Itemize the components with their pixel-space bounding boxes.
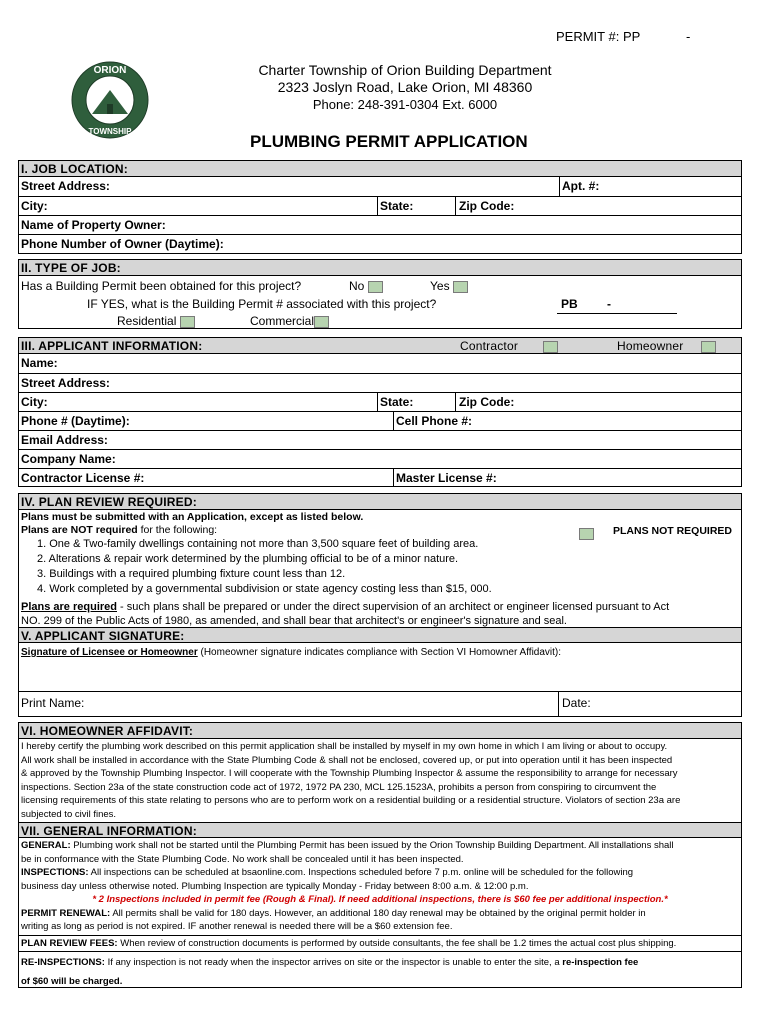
affidavit-line: licensing requirements of this state relating to persons who are to perform work on a residential building or a residential structure. Violators of section 23a are xyxy=(21,795,681,806)
page-title: PLUMBING PERMIT APPLICATION xyxy=(250,132,528,151)
reinspection-text xyxy=(19,951,741,992)
zip-label: Zip Code: xyxy=(459,199,515,213)
applicant-state-label: State: xyxy=(380,395,414,409)
section-heading-job-location: I. JOB LOCATION: xyxy=(19,161,741,177)
applicant-name-label: Name: xyxy=(21,356,58,370)
affidavit-line: subjected to civil fines. xyxy=(21,808,117,820)
general-text-line2: be in conformance with the State Plumbing Code. No work shall be concealed until it has been inspected. xyxy=(21,853,464,865)
homeowner-label: Homeowner xyxy=(617,339,684,353)
commercial-checkbox[interactable] xyxy=(314,316,329,328)
affidavit-line: I hereby certify the plumbing work described on this permit application shall be installed by myself in my own home in which I am living or about to occupy. xyxy=(21,741,668,752)
print-name-date-row[interactable] xyxy=(19,691,741,717)
property-owner-label: Name of Property Owner: xyxy=(21,218,166,232)
applicant-city-field[interactable] xyxy=(19,392,741,411)
header-line2: 2323 Joslyn Road, Lake Orion, MI 48360 xyxy=(277,79,533,95)
plans-required-rest: - such plans shall be prepared or under the direct supervision of an architect or engineer licensed pursuant to Act xyxy=(117,601,670,613)
type-of-job-section xyxy=(18,259,742,329)
plans-not-required-checkbox[interactable] xyxy=(579,528,594,540)
plans-not-required-bold: Plans are NOT required xyxy=(21,524,138,536)
header-line1: Charter Township of Orion Building Department xyxy=(258,62,552,78)
plans-submit-text: Plans must be submitted with an Application, except as listed below. xyxy=(21,511,364,523)
building-permit-question: Has a Building Permit been obtained for this project? xyxy=(21,279,302,293)
commercial-option[interactable] xyxy=(250,314,329,328)
list-item: 2. Alterations & repair work determined by the plumbing official to be of a minor nature. xyxy=(37,553,459,565)
state-label: State: xyxy=(380,199,414,213)
residential-label: Residential xyxy=(117,314,177,328)
plans-not-required-rest: for the following: xyxy=(137,524,218,536)
apt-label: Apt. #: xyxy=(562,179,600,193)
plans-required-line2: NO. 299 of the Public Acts of 1980, as amended, and shall bear that architect's or engineer's signature and seal. xyxy=(21,615,567,627)
list-item: 3. Buildings with a required plumbing fixture count less than 12. xyxy=(37,568,346,580)
reinspection-body: If any inspection is not ready when the inspector arrives on site or the inspector is unable to enter the site, a xyxy=(104,957,563,968)
pb-number-line[interactable] xyxy=(557,313,677,314)
affidavit-section xyxy=(18,722,742,988)
exemption-list xyxy=(37,537,492,597)
general-info-text xyxy=(19,838,741,935)
header-line3: Phone: 248-391-0304 Ext. 6000 xyxy=(312,97,498,112)
homeowner-checkbox[interactable] xyxy=(701,341,716,353)
residential-option[interactable] xyxy=(117,314,195,328)
city-state-zip-field[interactable] xyxy=(19,196,741,215)
owner-phone-label: Phone Number of Owner (Daytime): xyxy=(21,237,224,251)
pb-label: PB xyxy=(561,297,578,311)
company-name-label: Company Name: xyxy=(21,452,116,466)
date-label: Date: xyxy=(562,696,591,710)
contractor-option[interactable] xyxy=(460,338,558,354)
plans-not-required-label: PLANS NOT REQUIRED xyxy=(613,525,733,537)
renewal-text-line2: writing as long as period is not expired. IF another renewal is needed there will be a $60 extension fee. xyxy=(21,921,453,932)
inspections-text: All inspections can be scheduled at bsaonline.com. Inspections scheduled before 7 p.m. online will be scheduled for the following xyxy=(88,867,634,878)
property-owner-field[interactable] xyxy=(19,215,741,234)
permit-number-question: IF YES, what is the Building Permit # associated with this project? xyxy=(87,297,437,311)
affidavit-line: All work shall be installed in accordance with the State Plumbing Code & shall not be enclosed, covered up, or put into operation until it has been inspected xyxy=(21,754,673,766)
logo-bottom-text: TOWNSHIP xyxy=(88,127,132,136)
general-text: Plumbing work shall not be started until the Plumbing Permit has been issued by the Orion Township Building Department. All installations shall xyxy=(70,840,674,851)
department-header xyxy=(240,62,570,113)
signature-rest: (Homeowner signature indicates compliance with Section VI Homowner Affidavit): xyxy=(197,647,562,658)
print-name-label: Print Name: xyxy=(21,696,85,710)
section-heading-type-of-job: II. TYPE OF JOB: xyxy=(19,260,741,276)
job-location-section xyxy=(18,160,742,254)
section-heading-signature: V. APPLICANT SIGNATURE: xyxy=(19,627,741,643)
contractor-license-label: Contractor License #: xyxy=(21,471,145,485)
applicant-information-section xyxy=(18,337,742,487)
fees-label: PLAN REVIEW FEES: xyxy=(21,937,118,949)
permit-number-label: PERMIT #: PP xyxy=(556,29,641,44)
license-field[interactable] xyxy=(19,468,741,487)
commercial-label: Commercial xyxy=(250,314,315,328)
plan-review-fees-text xyxy=(19,935,741,952)
township-seal-logo xyxy=(70,60,150,140)
inspections-text-line2: business day unless otherwise noted. Plumbing Inspection are typically Monday - Friday between 8:00 a.m. & 12:00 p.m. xyxy=(21,880,529,892)
no-checkbox[interactable] xyxy=(368,281,383,293)
residential-checkbox[interactable] xyxy=(180,316,195,328)
affidavit-line: & approved by the Township Plumbing Inspector. I will cooperate with the Township Plumbing Inspector & assume the responsibility to arrange for necessary xyxy=(21,768,678,779)
applicant-street-label: Street Address: xyxy=(21,376,110,390)
city-label: City: xyxy=(21,199,48,213)
cell-phone-label: Cell Phone #: xyxy=(396,414,473,428)
applicant-name-field[interactable] xyxy=(19,354,741,373)
applicant-street-field[interactable] xyxy=(19,373,741,392)
section-heading-plan-review: IV. PLAN REVIEW REQUIRED: xyxy=(19,494,741,510)
street-address-label: Street Address: xyxy=(21,179,110,193)
plans-not-required-text xyxy=(21,524,217,536)
no-option[interactable] xyxy=(349,279,383,293)
reinspection-label: RE-INSPECTIONS: xyxy=(21,957,105,968)
applicant-zip-label: Zip Code: xyxy=(459,395,515,409)
master-license-label: Master License #: xyxy=(396,471,497,485)
contractor-label: Contractor xyxy=(460,339,519,353)
plans-required-bold: Plans are required xyxy=(21,601,117,613)
inspection-fee-note: * 2 Inspections included in permit fee (Rough & Final). If need additional inspections, there is $60 fee per additional inspection.* xyxy=(92,894,668,905)
applicant-phone-label: Phone # (Daytime): xyxy=(21,414,130,428)
general-label: GENERAL: xyxy=(21,840,71,851)
street-address-field[interactable] xyxy=(19,177,741,196)
applicant-phone-field[interactable] xyxy=(19,411,741,430)
affidavit-line: inspections. Section 23a of the state construction code act of 1972, 1972 PA 230, MCL 125.1523A, prohibits a person from conspiring to circumvent the xyxy=(21,781,657,793)
applicant-city-label: City: xyxy=(21,395,48,409)
permit-number-dash: - xyxy=(686,29,691,44)
no-label: No xyxy=(349,279,365,293)
applicant-info-heading-text: III. APPLICANT INFORMATION: xyxy=(21,339,203,353)
signature-instruction xyxy=(21,647,561,658)
renewal-label: PERMIT RENEWAL: xyxy=(21,907,111,919)
affidavit-text xyxy=(19,739,741,822)
section-heading-applicant-info xyxy=(19,338,741,354)
inspections-label: INSPECTIONS: xyxy=(21,867,89,878)
yes-option[interactable] xyxy=(430,279,468,293)
permit-number xyxy=(556,29,691,44)
section-heading-general-info: VII. GENERAL INFORMATION: xyxy=(19,822,741,838)
reinspection-line2: of $60 will be charged. xyxy=(21,976,123,987)
signature-bold: Signature of Licensee or Homeowner xyxy=(21,647,198,658)
plan-review-section xyxy=(18,493,742,717)
contractor-checkbox[interactable] xyxy=(543,341,558,353)
reinspection-fee-bold: re-inspection fee xyxy=(562,957,639,968)
renewal-text: All permits shall be valid for 180 days. However, an additional 180 day renewal may be obtained by the original permit holder in xyxy=(110,907,646,919)
fees-text: When review of construction documents is performed by outside consultants, the fee shall be 1.2 times the actual cost plus shipping. xyxy=(117,937,677,949)
plans-not-required-option[interactable] xyxy=(579,525,594,543)
yes-label: Yes xyxy=(430,279,450,293)
list-item: 4. Work completed by a governmental subdivision or state agency costing less than $15, 000. xyxy=(37,583,492,595)
section-heading-affidavit: VI. HOMEOWNER AFFIDAVIT: xyxy=(19,723,741,739)
pb-dash: - xyxy=(607,297,611,311)
email-label: Email Address: xyxy=(21,433,108,447)
logo-top-text: ORION xyxy=(93,65,127,76)
plans-required-text xyxy=(21,600,669,628)
company-name-field[interactable] xyxy=(19,449,741,468)
homeowner-option[interactable] xyxy=(617,338,716,354)
owner-phone-field[interactable] xyxy=(19,234,741,253)
yes-checkbox[interactable] xyxy=(453,281,468,293)
email-field[interactable] xyxy=(19,430,741,449)
list-item: 1. One & Two-family dwellings containing not more than 3,500 square feet of building area. xyxy=(37,538,479,550)
